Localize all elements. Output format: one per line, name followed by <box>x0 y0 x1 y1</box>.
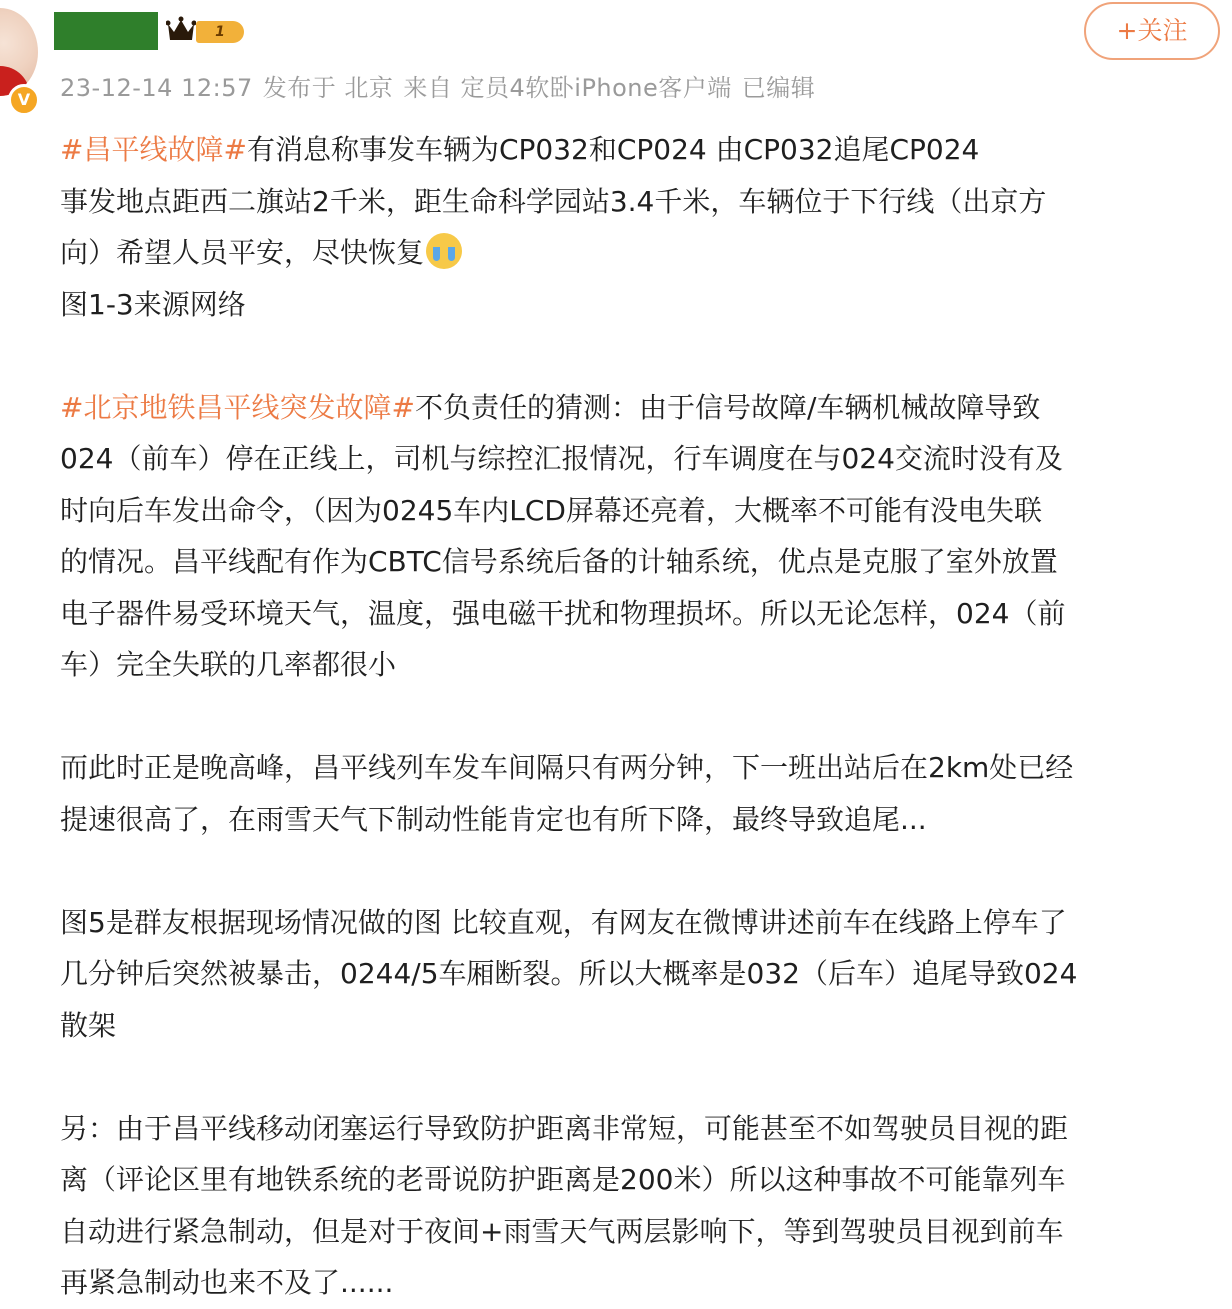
post-source[interactable]: 来自 定员4软卧iPhone客户端 <box>403 74 732 102</box>
user-avatar[interactable] <box>0 8 38 96</box>
post-location: 发布于 北京 <box>262 74 394 102</box>
paragraph-4-line-2: 几分钟后突然被暴击，0244/5车厢断裂。所以大概率是032（后车）追尾导致024 <box>60 957 1078 990</box>
username-redacted[interactable] <box>54 12 158 50</box>
paragraph-3-line-2: 提速很高了，在雨雪天气下制动性能肯定也有所下降，最终导致追尾... <box>60 802 927 836</box>
text: 有消息称事发车辆为CP032和CP024 由CP032追尾CP024 <box>246 133 980 166</box>
hashtag-changping-fault[interactable]: #昌平线故障# <box>60 133 247 166</box>
paragraph-5-line-4: 再紧急制动也来不及了...... <box>60 1266 394 1299</box>
post-timestamp[interactable]: 23-12-14 12:57 <box>60 74 253 102</box>
paragraph-2-line-2: 024（前车）停在正线上，司机与综控汇报情况，行车调度在与024交流时没有及 <box>60 442 1063 475</box>
crying-emoji-icon <box>426 233 462 269</box>
post-edited-label[interactable]: 已编辑 <box>741 74 816 102</box>
text: 向）希望人员平安，尽快恢复 <box>60 236 425 269</box>
paragraph-2-line-1 <box>60 382 1220 434</box>
paragraph-4-line-1: 图5是群友根据现场情况做的图 比较直观，有网友在微博讲述前车在线路上停车了 <box>60 905 1067 939</box>
post-meta <box>60 68 825 103</box>
paragraph-2-line-3: 时向后车发出命令，（因为0245车内LCD屏幕还亮着，大概率不可能有没电失联 <box>60 493 1042 527</box>
post-body <box>60 124 1220 1309</box>
paragraph-5-line-2: 离（评论区里有地铁系统的老哥说防护距离是200米）所以这种事故不可能靠列车 <box>60 1163 1066 1196</box>
paragraph-2-line-6: 车）完全失联的几率都很小 <box>60 648 397 681</box>
verified-badge-icon: V <box>8 84 40 116</box>
paragraph-1-line-3 <box>60 227 1220 279</box>
paragraph-1-line-4: 图1-3来源网络 <box>60 287 246 321</box>
follow-button[interactable]: +关注 <box>1084 2 1220 60</box>
paragraph-3-line-1: 而此时正是晚高峰，昌平线列车发车间隔只有两分钟，下一班出站后在2km处已经 <box>60 751 1074 784</box>
paragraph-2-line-4: 的情况。昌平线配有作为CBTC信号系统后备的计轴系统，优点是克服了室外放置 <box>60 545 1058 578</box>
paragraph-5-line-1: 另：由于昌平线移动闭塞运行导致防护距离非常短，可能甚至不如驾驶员目视的距 <box>60 1111 1069 1145</box>
crown-icon <box>166 16 196 44</box>
paragraph-1-line-2: 事发地点距西二旗站2千米，距生命科学园站3.4千米，车辆位于下行线（出京方 <box>60 184 1047 218</box>
paragraph-5-line-3: 自动进行紧急制动，但是对于夜间+雨雪天气两层影响下，等到驾驶员目视到前车 <box>60 1214 1064 1248</box>
paragraph-4-line-3: 散架 <box>60 1008 117 1042</box>
paragraph-2-line-5: 电子器件易受环境天气，温度，强电磁干扰和物理损坏。所以无论怎样，024（前 <box>60 596 1066 630</box>
paragraph-1-line-1 <box>60 124 1220 176</box>
text: 不负责任的猜测：由于信号故障/车辆机械故障导致 <box>414 390 1041 424</box>
hashtag-beijing-subway-fault[interactable]: #北京地铁昌平线突发故障# <box>60 390 415 424</box>
user-level-badge: 1 <box>196 21 244 43</box>
